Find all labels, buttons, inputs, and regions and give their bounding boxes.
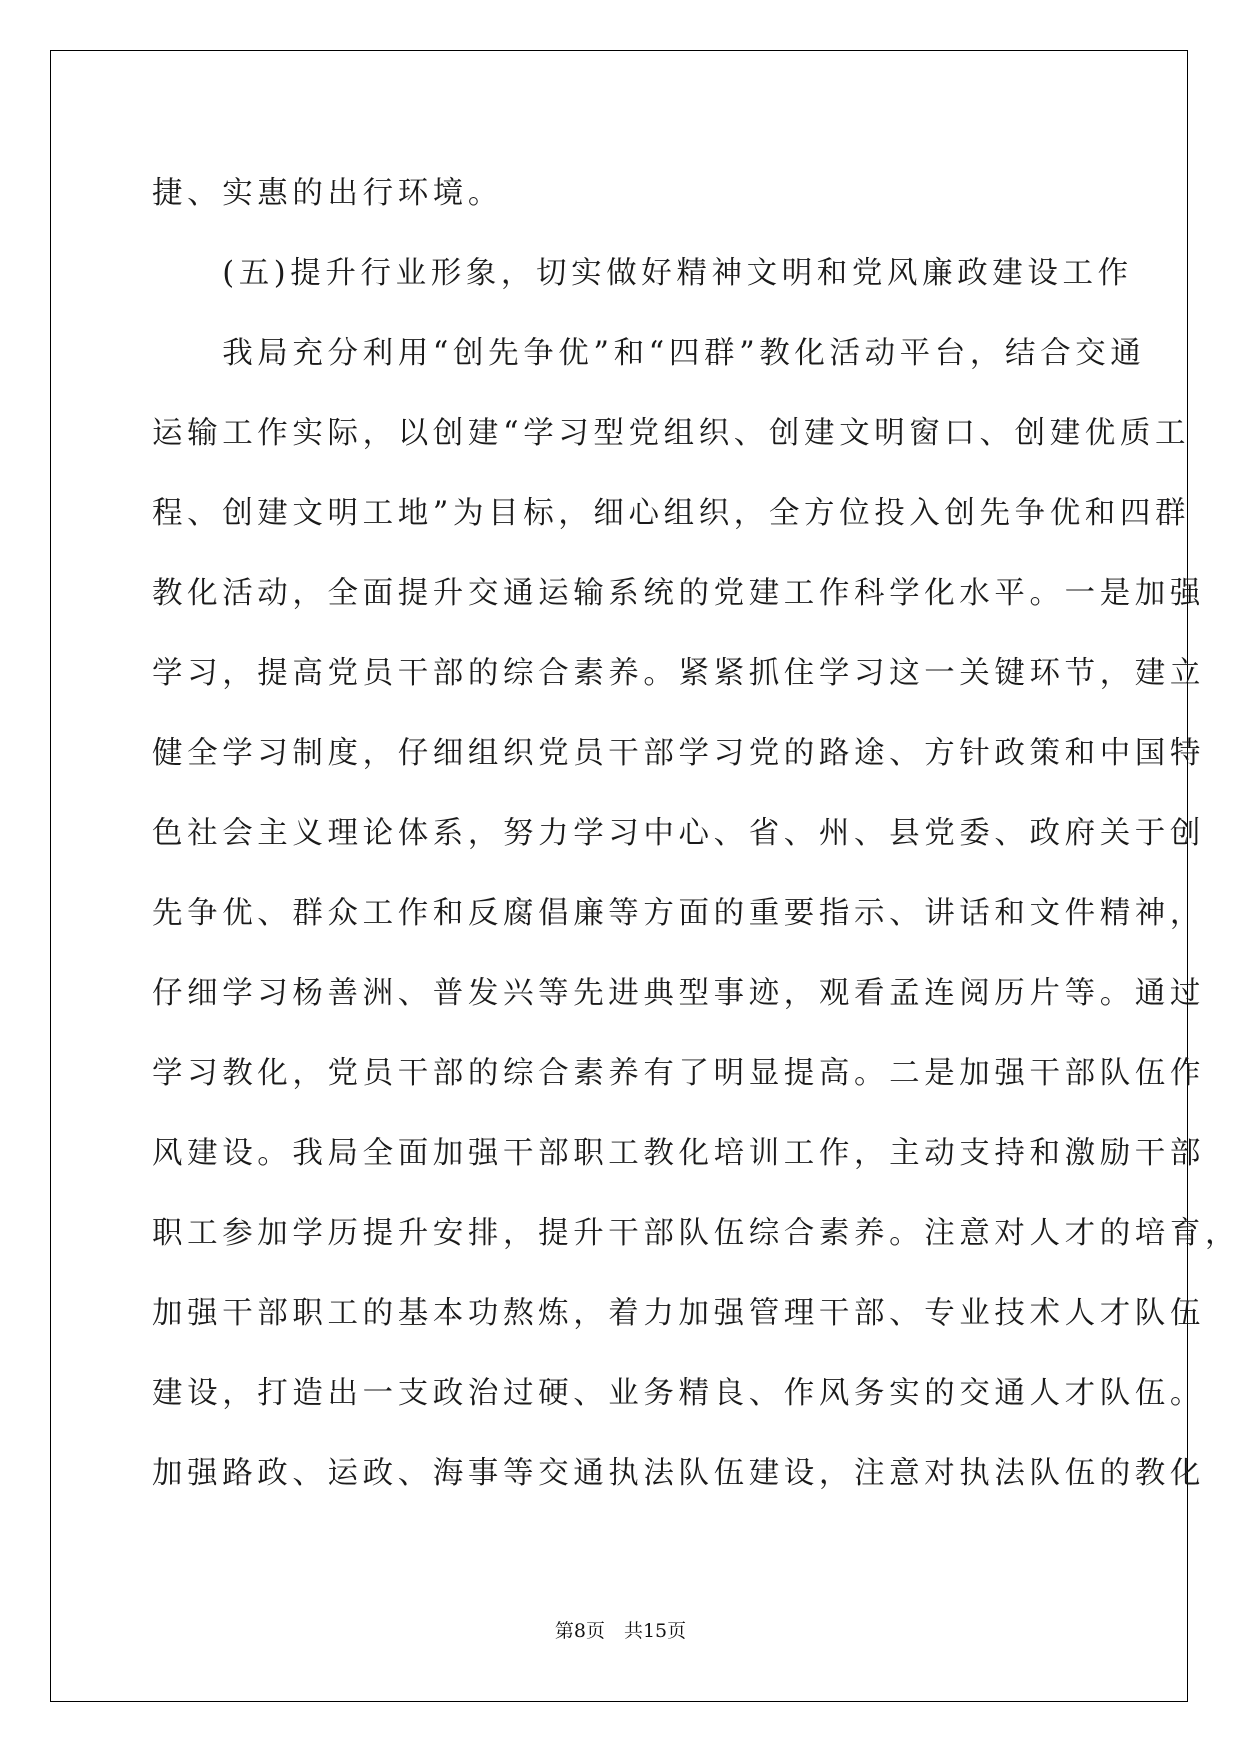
text-line: 先争优、群众工作和反腐倡廉等方面的重要指示、讲话和文件精神，	[152, 896, 1205, 931]
text-line: 我局充分利用“创先争优”和“四群”教化活动平台，结合交通	[152, 336, 1146, 371]
text-line: 捷、实惠的出行环境。	[152, 176, 503, 211]
text-line: 加强干部职工的基本功熬炼，着力加强管理干部、专业技术人才队伍	[152, 1296, 1205, 1331]
text-line: 仔细学习杨善洲、普发兴等先进典型事迹，观看孟连阅历片等。通过	[152, 976, 1205, 1011]
section-heading: (五)提升行业形象，切实做好精神文明和党风廉政建设工作	[152, 256, 1133, 291]
text-line: 学习，提高党员干部的综合素养。紧紧抓住学习这一关键环节，建立	[152, 656, 1205, 691]
text-line: 教化活动，全面提升交通运输系统的党建工作科学化水平。一是加强	[152, 576, 1205, 611]
text-line: 健全学习制度，仔细组织党员干部学习党的路途、方针政策和中国特	[152, 736, 1205, 771]
text-line: 色社会主义理论体系，努力学习中心、省、州、县党委、政府关于创	[152, 816, 1205, 851]
text-line: 程、创建文明工地”为目标，细心组织，全方位投入创先争优和四群	[152, 496, 1191, 531]
text-line: 风建设。我局全面加强干部职工教化培训工作，主动支持和激励干部	[152, 1136, 1205, 1171]
text-line: 职工参加学历提升安排，提升干部队伍综合素养。注意对人才的培育，	[152, 1216, 1241, 1251]
text-line: 加强路政、运政、海事等交通执法队伍建设，注意对执法队伍的教化	[152, 1456, 1205, 1491]
text-line: 学习教化，党员干部的综合素养有了明显提高。二是加强干部队伍作	[152, 1056, 1205, 1091]
text-line: 建设，打造出一支政治过硬、业务精良、作风务实的交通人才队伍。	[152, 1376, 1205, 1411]
page-number: 第8页 共15页	[554, 1620, 687, 1642]
text-line: 运输工作实际，以创建“学习型党组织、创建文明窗口、创建优质工	[152, 416, 1191, 451]
